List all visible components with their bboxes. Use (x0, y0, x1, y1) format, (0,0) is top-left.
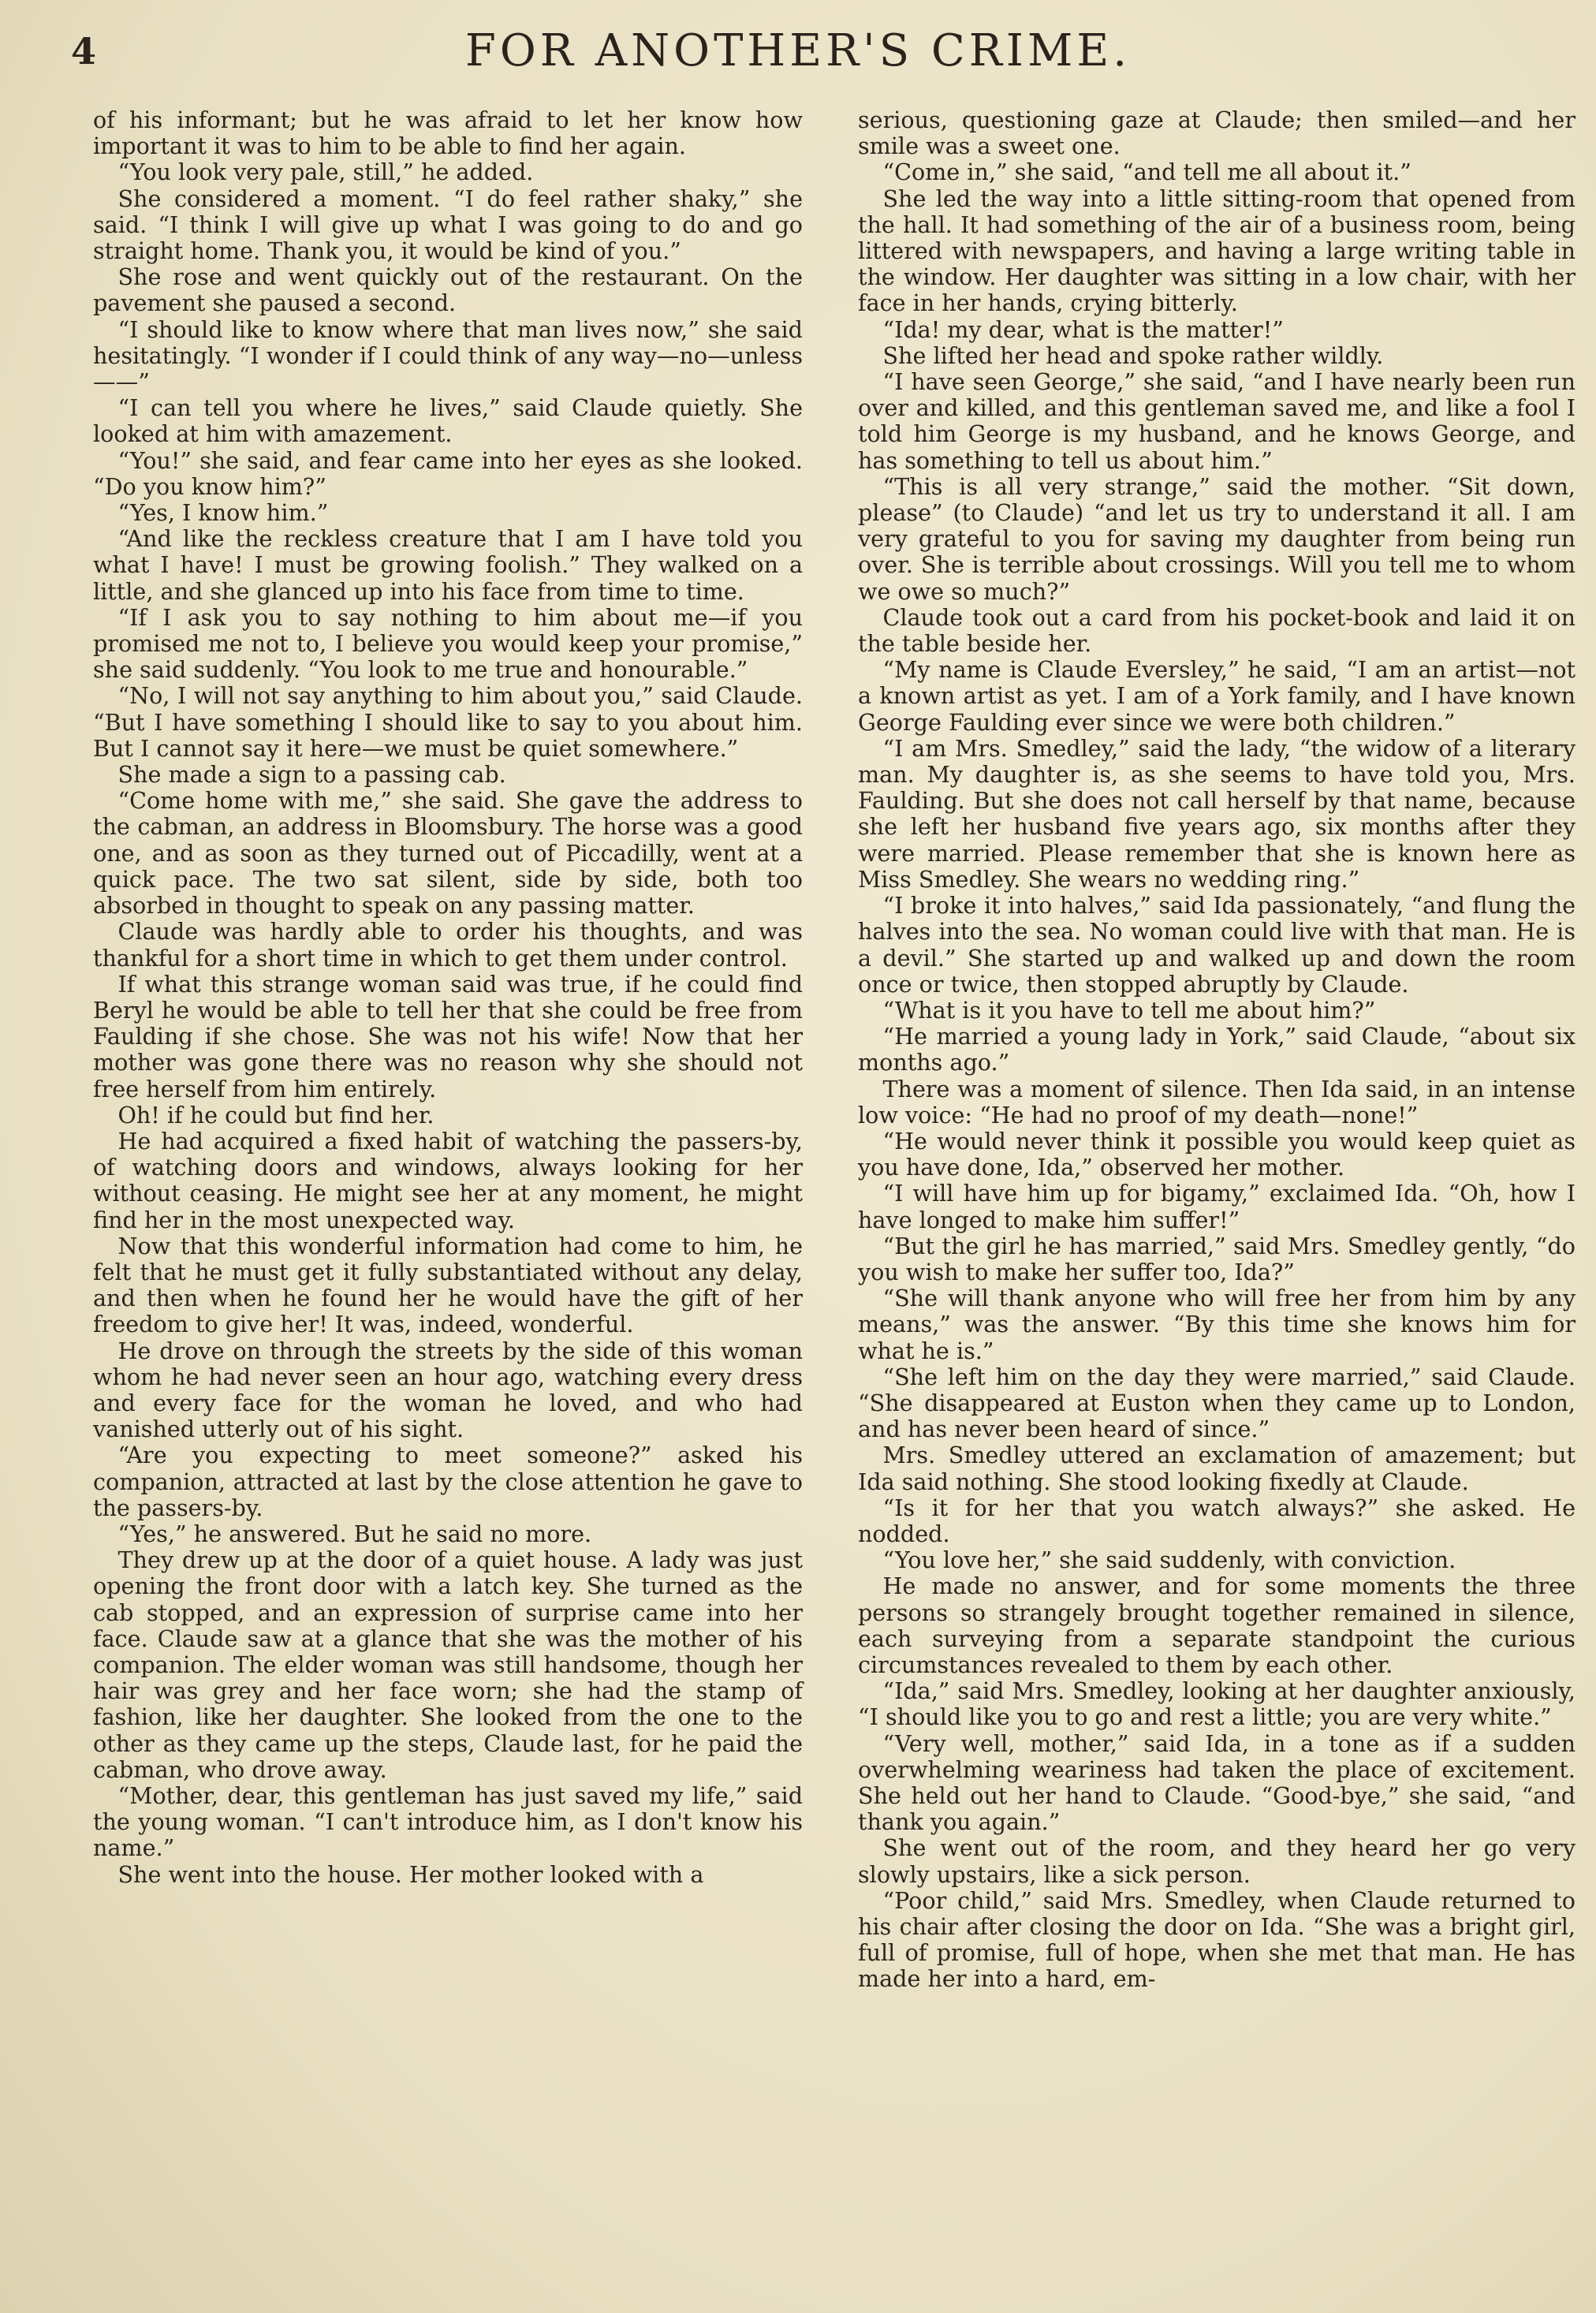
paragraph: “I will have him up for bigamy,” exclaimed Ida. “Oh, how I have longed to make him suffer!” (858, 1180, 1575, 1233)
paragraph: “I should like to know where that man lives now,” she said hesitatingly. “I wonder if I could think of any way—no—unless——” (93, 315, 803, 396)
paragraph: “You love her,” she said suddenly, with conviction. (882, 1546, 1456, 1574)
paragraph: “Very well, mother,” said Ida, in a tone as if a sudden overwhelming weariness had taken the place of excitement. She held out her hand to Claude. “Good-bye,” she said, “and thank you again.” (858, 1729, 1575, 1836)
paragraph: “No, I will not say anything to him about you,” said Claude. “But I have something I should like to say to you about him. But I cannot say it here—we must be quiet somewhere.” (93, 682, 803, 762)
paragraph: She considered a moment. “I do feel rather shaky,” she said. “I think I will give up what I was going to do and go straight home. Thank you, it would be kind of you.” (93, 185, 803, 265)
paragraph: She went into the house. Her mother looked with a (117, 1860, 704, 1888)
page-number: 4 (71, 30, 97, 73)
paragraph: “I have seen George,” she said, “and I have nearly been run over and killed, and this gentleman saved me, and like a fool I told him George is my husband, and he knows George, and has something to tell us about him.” (858, 368, 1575, 474)
paragraph: “You!” she said, and fear came into her eyes as she looked. “Do you know him?” (93, 446, 803, 500)
paragraph: Oh! if he could but find her. (117, 1101, 434, 1129)
paragraph: She made a sign to a passing cab. (117, 761, 506, 789)
paragraph: “My name is Claude Eversley,” he said, “I am an artist—not a known artist as yet. I am of a York family, and I have known George Faulding ever since we were both children.” (858, 656, 1575, 736)
paragraph: “Come in,” she said, “and tell me all about it.” (882, 159, 1411, 186)
paragraph: He had acquired a fixed habit of watching the passers-by, of watching doors and windows, always looking for her without ceasing. He might see her at any moment, he might find her in the most unexpected way. (93, 1127, 803, 1233)
paragraph: There was a moment of silence. Then Ida said, in an intense low voice: “He had no proof of my death—none!” (858, 1075, 1575, 1129)
paragraph: serious, questioning gaze at Claude; then smiled—and her smile was a sweet one. (858, 106, 1575, 160)
paragraph: “He would never think it possible you would keep quiet as you have done, Ida,” observed her mother. (858, 1127, 1575, 1181)
paragraph: “This is all very strange,” said the mother. “Sit down, please” (to Claude) “and let us try to understand it all. I am very grateful to you for saving my daughter from being run over. She is terrible about crossings. Will you tell me to whom we owe so much?” (858, 472, 1575, 605)
paragraph: “Ida! my dear, what is the matter!” (882, 315, 1284, 343)
paragraph: She rose and went quickly out of the restaurant. On the pavement she paused a second. (93, 263, 803, 317)
paragraph: “Is it for her that you watch always?” she asked. He nodded. (858, 1494, 1575, 1547)
paragraph: “If I ask you to say nothing to him about me—if you promised me not to, I believe you would keep your promise,” she said suddenly. “You look to me true and honourable.” (93, 603, 803, 684)
paragraph: “What is it you have to tell me about him?” (882, 996, 1376, 1024)
paragraph: “He married a young lady in York,” said Claude, “about six months ago.” (858, 1023, 1575, 1076)
paragraph: “You look very pale, still,” he added. (117, 159, 534, 186)
page-header (71, 22, 1525, 85)
paragraph: “Poor child,” said Mrs. Smedley, when Claude returned to his chair after closing the door on Ida. “She was a bright girl, full of promise, full of hope, when she met that man. He has made her into a hard, em- (858, 1886, 1575, 1993)
paragraph: “She will thank anyone who will free her from him by any means,” was the answer. “By this time she knows him for what he is.” (858, 1285, 1575, 1364)
paragraph: of his informant; but he was afraid to let her know how important it was to him to be able to find her again. (93, 106, 803, 160)
paragraph: “Come home with me,” she said. She gave the address to the cabman, an address in Bloomsbury. The horse was a good one, and as soon as they turned out of Piccadilly, went at a quick pace. The two sat silent, side by side, both too absorbed in thought to speak on any passing matter. (93, 787, 803, 920)
paragraph: He made no answer, and for some moments the three persons so strangely brought together remained in silence, each surveying from a separate standpoint the curious circumstances revealed to them by each other. (858, 1572, 1575, 1678)
paragraph: “Yes, I know him.” (117, 499, 329, 527)
paragraph: Mrs. Smedley uttered an exclamation of amazement; but Ida said nothing. She stood looking fixedly at Claude. (858, 1442, 1575, 1495)
paragraph: “She left him on the day they were married,” said Claude. “She disappeared at Euston when they came up to London, and has never been heard of since.” (858, 1363, 1575, 1443)
paragraph: She led the way into a little sitting-room that opened from the hall. It had something of the air of a business room, being littered with newspapers, and having a large writing table in the window. Her daughter was sitting in a low chair, with her face in her hands, crying bitterly. (858, 185, 1575, 317)
running-title: FOR ANOTHER'S CRIME. (464, 25, 1132, 76)
paragraph: Claude was hardly able to order his thoughts, and was thankful for a short time in which to get them under control. (93, 918, 803, 972)
paragraph: “But the girl he has married,” said Mrs. Smedley gently, “do you wish to make her suffer too, Ida?” (858, 1232, 1575, 1285)
paragraph: He drove on through the streets by the side of this woman whom he had never seen an hour ago, watching every dress and every face for the woman he loved, and who had vanished utterly out of his sight. (93, 1337, 803, 1443)
right-column (858, 107, 1575, 1993)
paragraph: “I am Mrs. Smedley,” said the lady, “the widow of a literary man. My daughter is, as she seems to have told you, Mrs. Faulding. But she does not call herself by that name, because she left her husband five years ago, six months after they were married. Please remember that she is known here as Miss Smedley. She wears no wedding ring.” (858, 734, 1575, 893)
paragraph: “Yes,” he answered. But he said no more. (117, 1520, 592, 1547)
paragraph: “I broke it into halves,” said Ida passionately, “and flung the halves into the sea. No woman could live with that man. He is a devil.” She started up and walked up and down the room once or twice, then stopped abruptly by Claude. (858, 892, 1575, 998)
paragraph: She went out of the room, and they heard her go very slowly upstairs, like a sick person. (858, 1834, 1575, 1888)
left-column (93, 107, 803, 1888)
paragraph: Claude took out a card from his pocket-book and laid it on the table beside her. (858, 603, 1575, 658)
paragraph: If what this strange woman said was true, if he could find Beryl he would be able to tell her that she could be free from Faulding if she chose. She was not his wife! Now that her mother was gone there was no reason why she should not free herself from him entirely. (93, 970, 803, 1102)
paragraph: Now that this wonderful information had come to him, he felt that he must get it fully substantiated without any delay, and then when he found her he would have the gift of her freedom to give her! It was, indeed, wonderful. (93, 1232, 803, 1338)
paragraph: “I can tell you where he lives,” said Claude quietly. She looked at him with amazement. (93, 394, 803, 448)
paragraph: “Mother, dear, this gentleman has just saved my life,” said the young woman. “I can't introduce him, as I don't know his name.” (93, 1782, 803, 1862)
paragraph: She lifted her head and spoke rather wildly. (882, 341, 1384, 369)
paragraph: “Are you expecting to meet someone?” asked his companion, attracted at last by the close attention he gave to the passers-by. (93, 1442, 803, 1521)
paragraph: “Ida,” said Mrs. Smedley, looking at her daughter anxiously, “I should like you to go and rest a little; you are very white.” (858, 1677, 1575, 1731)
paragraph: They drew up at the door of a quiet house. A lady was just opening the front door with a latch key. She turned as the cab stopped, and an expression of surprise came into her face. Claude saw at a glance that she was the mother of his companion. The elder woman was still handsome, though her hair was grey and her face worn; she had the stamp of fashion, like her daughter. She looked from the one to the other as they came up the steps, Claude last, for he paid the cabman, who drove away. (93, 1546, 803, 1783)
paragraph: “And like the reckless creature that I am I have told you what I have! I must be growing foolish.” They walked on a little, and she glanced up into his face from time to time. (93, 525, 803, 605)
